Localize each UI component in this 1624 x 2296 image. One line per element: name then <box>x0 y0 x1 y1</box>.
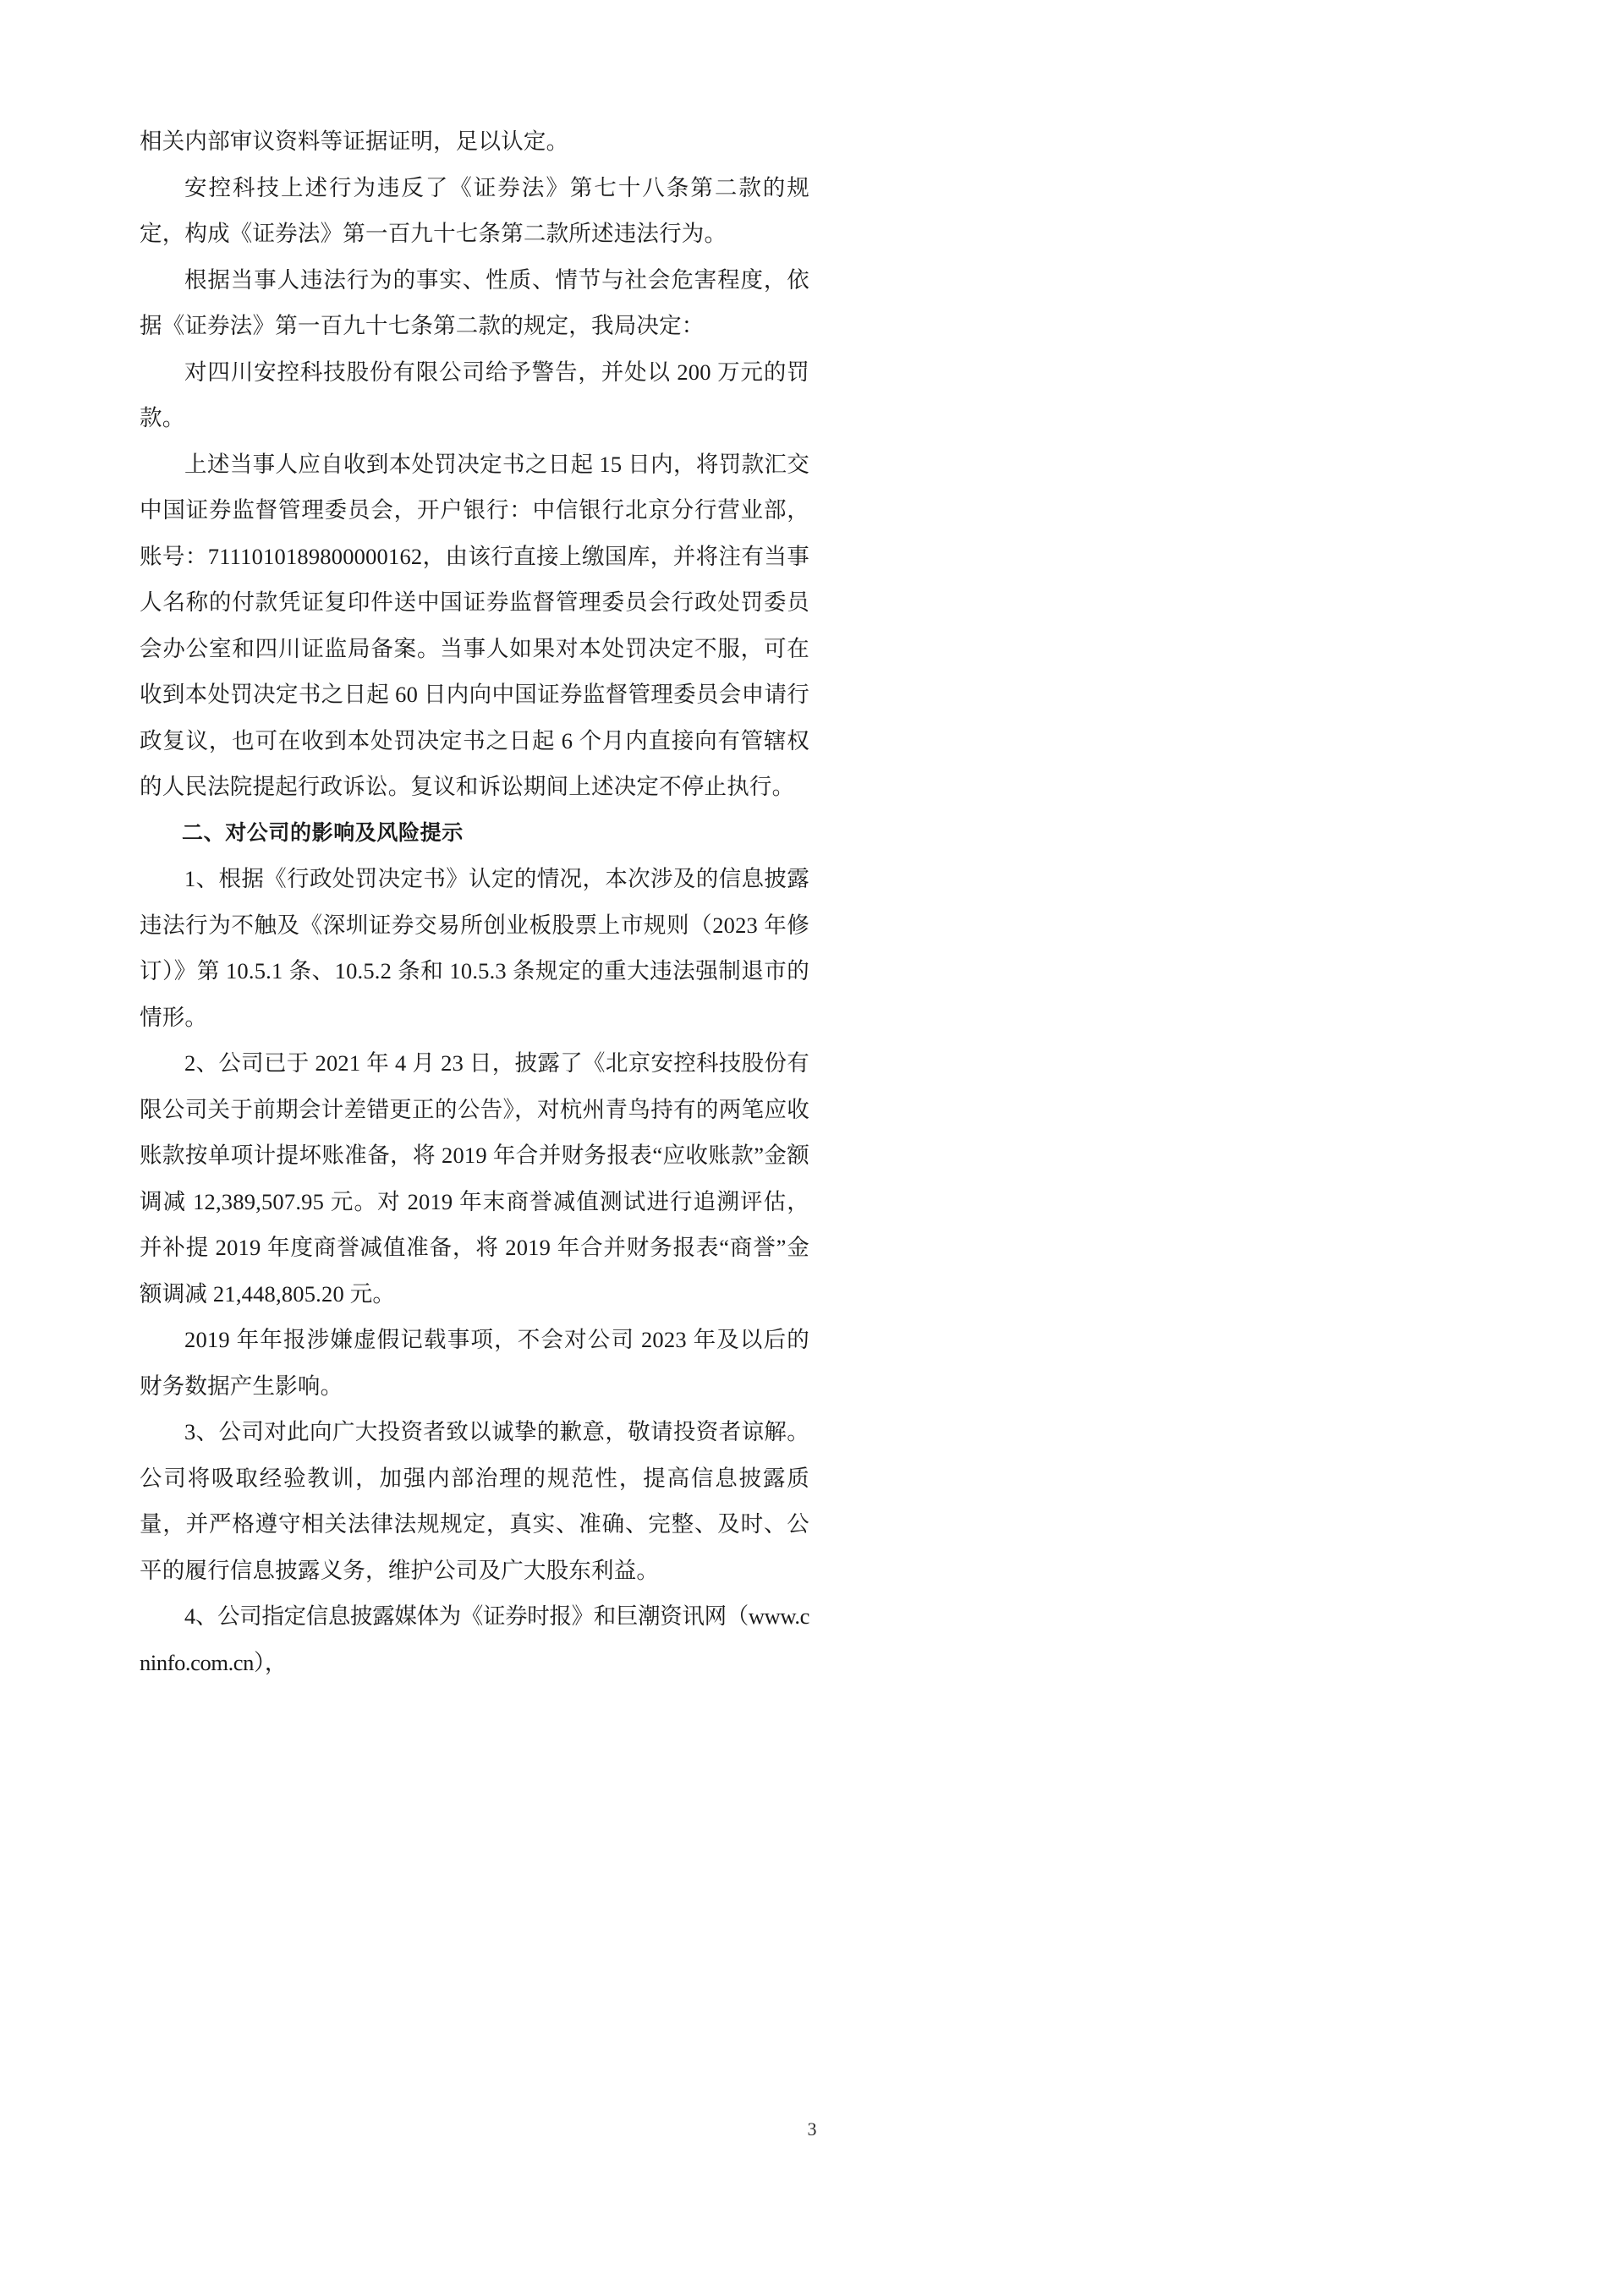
paragraph-penalty-amount: 对四川安控科技股份有限公司给予警告，并处以 200 万元的罚款。 <box>140 359 809 430</box>
paragraph-item-2-no-future-impact: 2019 年年报涉嫌虚假记载事项，不会对公司 2023 年及以后的财务数据产生影响。 <box>140 1327 809 1399</box>
section-heading-company-impact: 二、对公司的影响及风险提示 <box>182 819 464 845</box>
paragraph-decision-basis: 根据当事人违法行为的事实、性质、情节与社会危害程度，依据《证券法》第一百九十七条第二款的规定，我局决定： <box>140 266 809 338</box>
paragraph-item-4-disclosure-media: 4、公司指定信息披露媒体为《证券时报》和巨潮资讯网（www.cninfo.com.cn）， <box>140 1603 809 1675</box>
document-body <box>140 118 809 1685</box>
page-number: 3 <box>807 2118 817 2140</box>
paragraph-payment-and-appeal: 上述当事人应自收到本处罚决定书之日起 15 日内，将罚款汇交中国证券监督管理委员会，开户银行：中信银行北京分行营业部，账号：7111010189800000162，由该行直接上缴国库，并将注有当事人名称的付款凭证复印件送中国证券监督管理委员会行政处罚委员会办公室和四川证监局备案。当事人如果对本处罚决定不服，可在收到本处罚决定书之日起 60 日内向中国证券监督管理委员会申请行政复议，也可在收到本处罚决定书之日起 6 个月内直接向有管辖权的人民法院提起行政诉讼。复议和诉讼期间上述决定不停止执行。 <box>140 451 809 799</box>
paragraph-evidence-conclusion: 相关内部审议资料等证据证明，足以认定。 <box>140 129 569 154</box>
paragraph-violation-finding: 安控科技上述行为违反了《证券法》第七十八条第二款的规定，构成《证券法》第一百九十七条第二款所述违法行为。 <box>140 174 809 246</box>
paragraph-item-2-accounting-correction: 2、公司已于 2021 年 4 月 23 日，披露了《北京安控科技股份有限公司关于前期会计差错更正的公告》，对杭州青鸟持有的两笔应收账款按单项计提坏账准备，将 2019 年合并财务报表“应收账款”金额调减 12,389,507.95 元。对 2019 年末商誉减值测试进行追溯评估，并补提 2019 年度商誉减值准备，将 2019 年合并财务报表“商誉”金额调减 21,448,805.20 元。 <box>140 1050 809 1307</box>
paragraph-item-1-delisting: 1、根据《行政处罚决定书》认定的情况，本次涉及的信息披露违法行为不触及《深圳证券交易所创业板股票上市规则（2023 年修订）》第 10.5.1 条、10.5.2 条和 10.5.3 条规定的重大违法强制退市的情形。 <box>140 866 809 1030</box>
paragraph-item-3-apology: 3、公司对此向广大投资者致以诚挚的歉意，敬请投资者谅解。公司将吸取经验教训，加强内部治理的规范性，提高信息披露质量，并严格遵守相关法律法规规定，真实、准确、完整、及时、公平的履行信息披露义务，维护公司及广大股东利益。 <box>140 1419 809 1583</box>
